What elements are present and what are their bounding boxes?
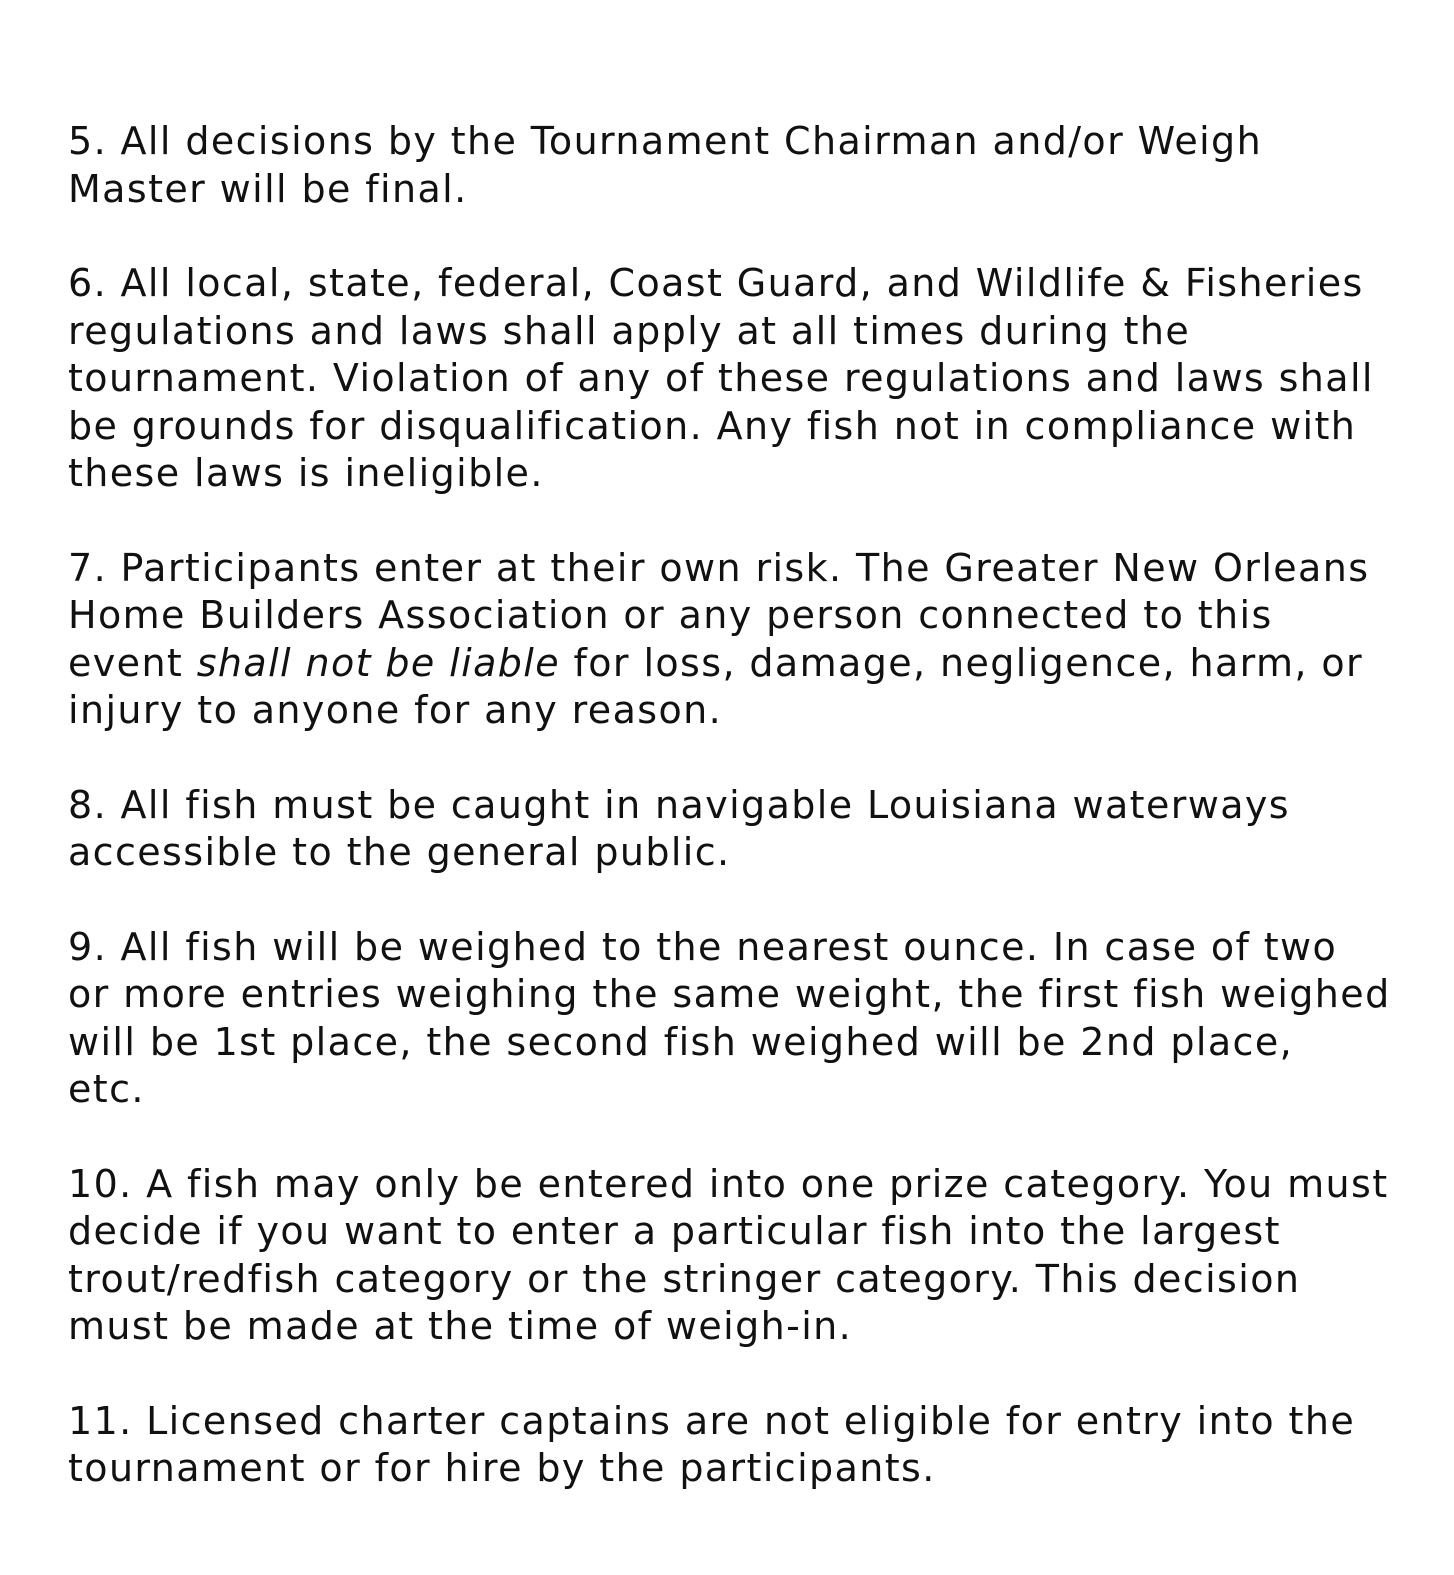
rule-10-line-1: 10. A fish may only be entered into one prize category. You must [68,1161,1389,1206]
rule-7-line-1: 7. Participants enter at their own risk. The Greater New Orleans [68,545,1370,590]
rule-7-line-2: Home Builders Association or any person connected to this [68,593,1273,637]
rule-8-line-2: accessible to the general public. [68,830,731,874]
rule-7-line-3-end: for loss, damage, negligence, harm, or [560,640,1364,685]
rule-10-line-3: trout/redfish category or the stringer category. This decision [68,1256,1301,1301]
rule-8-line-1: 8. All fish must be caught in navigable Louisiana waterways [68,782,1291,827]
liability-emphasis: shall not be liable [196,640,561,685]
rule-11-line-1: 11. Licensed charter captains are not eligible for entry into the [68,1398,1356,1443]
rule-7-line-4: injury to anyone for any reason. [68,688,723,732]
rule-5 [68,118,1398,213]
rule-11-line-2: tournament or for hire by the participants. [68,1446,936,1490]
rule-7-line-3-start: event [68,640,197,685]
rule-7 [68,545,1398,735]
rule-6 [68,260,1398,498]
tournament-rules-document [68,118,1398,1493]
rule-9-line-2: or more entries weighing the same weight, the first fish weighed [68,972,1391,1016]
rule-9-line-1: 9. All fish will be weighed to the nearest ounce. In case of two [68,924,1338,969]
rule-11 [68,1398,1398,1493]
rule-6-line-5: these laws is ineligible. [68,451,544,495]
rule-6-line-4: be grounds for disqualification. Any fish not in compliance with [68,403,1357,448]
rule-6-line-1: 6. All local, state, federal, Coast Guard, and Wildlife & Fisheries [68,261,1364,305]
rule-10 [68,1161,1398,1351]
rule-5-line-1: 5. All decisions by the Tournament Chairman and/or Weigh [68,119,1263,163]
rule-6-line-3: tournament. Violation of any of these regulations and laws shall [68,356,1374,400]
rule-9 [68,924,1398,1114]
rule-9-line-4: etc. [68,1067,145,1111]
rule-10-line-4: must be made at the time of weigh-in. [68,1304,853,1348]
rule-7-line-3 [68,640,1398,688]
rule-9-line-3: will be 1st place, the second fish weighed will be 2nd place, [68,1019,1294,1064]
rule-5-line-2: Master will be final. [68,166,468,211]
rule-8 [68,782,1398,877]
rule-10-line-2: decide if you want to enter a particular fish into the largest [68,1209,1281,1253]
rule-6-line-2: regulations and laws shall apply at all times during the [68,308,1191,353]
